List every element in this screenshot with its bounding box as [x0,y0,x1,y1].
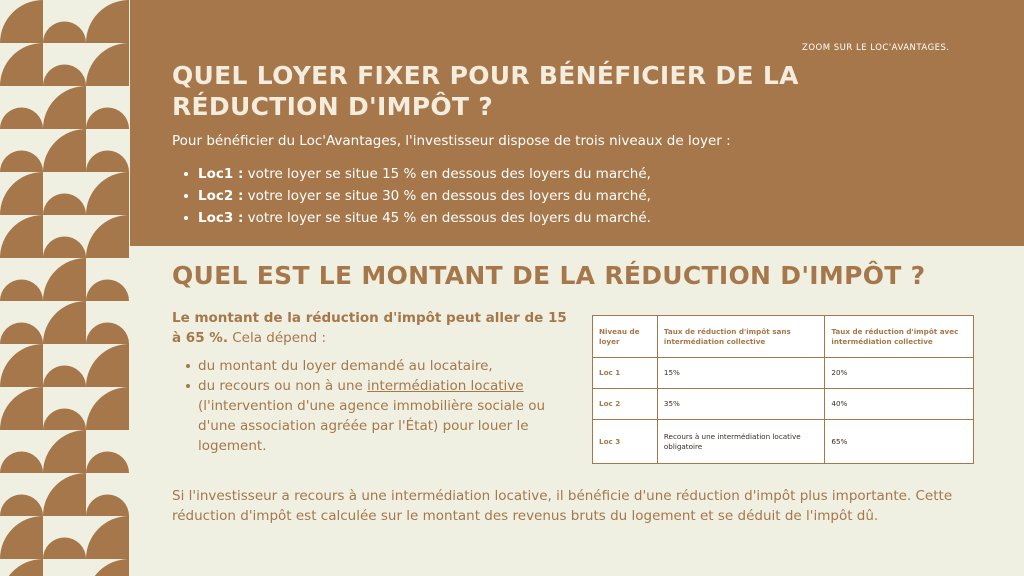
reduction-rate-table [592,315,974,464]
section-title: QUEL EST LE MONTANT DE LA RÉDUCTION D'IMPÔT ? [172,261,926,290]
table-cell: Recours à une intermédiation locative obligatoire [657,420,825,464]
table-cell: 65% [825,420,974,464]
conditions-list [186,356,566,456]
table-cell: 40% [825,389,974,420]
list-item: Loc3 : votre loyer se situe 45 % en dessous des loyers du marché. [184,207,651,229]
list-item: Loc1 : votre loyer se situe 15 % en dessous des loyers du marché, [184,163,651,185]
table-cell: 20% [825,358,974,389]
column-header: Taux de réduction d'impôt sans intermédiation collective [657,316,825,358]
table-cell: 35% [657,389,825,420]
list-item: du montant du loyer demandé au locataire, [186,356,566,376]
table-cell: Loc 1 [593,358,658,389]
list-item: Loc2 : votre loyer se situe 30 % en dessous des loyers du marché, [184,185,651,207]
table-row [593,358,974,389]
table-row [593,389,974,420]
table-header-row [593,316,974,358]
table-cell: 15% [657,358,825,389]
column-header: Taux de réduction d'impôt avec intermédiation collective [825,316,974,358]
column-header: Niveau de loyer [593,316,658,358]
intro-text: Pour bénéficier du Loc'Avantages, l'investisseur dispose de trois niveaux de loyer : [172,133,731,149]
page-title: QUEL LOYER FIXER POUR BÉNÉFICIER DE LA RÉDUCTION D'IMPÔT ? [172,61,799,121]
rent-level-list [184,163,651,229]
closing-paragraph: Si l'investisseur a recours à une intermédiation locative, il bénéficie d'une réduction d'impôt plus importante. Cette réduction d'impôt est calculée sur le montant des revenus bruts du logement et se déduit de l'impôt dû. [172,488,953,524]
list-item: du recours ou non à une intermédiation locative (l'intervention d'une agence immobilière sociale ou d'une association agréée par l'État) pour louer le logement. [186,376,566,456]
kicker-text: ZOOM SUR LE LOC'AVANTAGES. [802,43,950,53]
intermediation-link[interactable]: intermédiation locative [367,378,524,394]
table-row [593,420,974,464]
table-cell: Loc 2 [593,389,658,420]
table-cell: Loc 3 [593,420,658,464]
lead-paragraph: Le montant de la réduction d'impôt peut aller de 15 à 65 %. Cela dépend : [172,310,567,346]
decorative-pattern [0,0,130,576]
